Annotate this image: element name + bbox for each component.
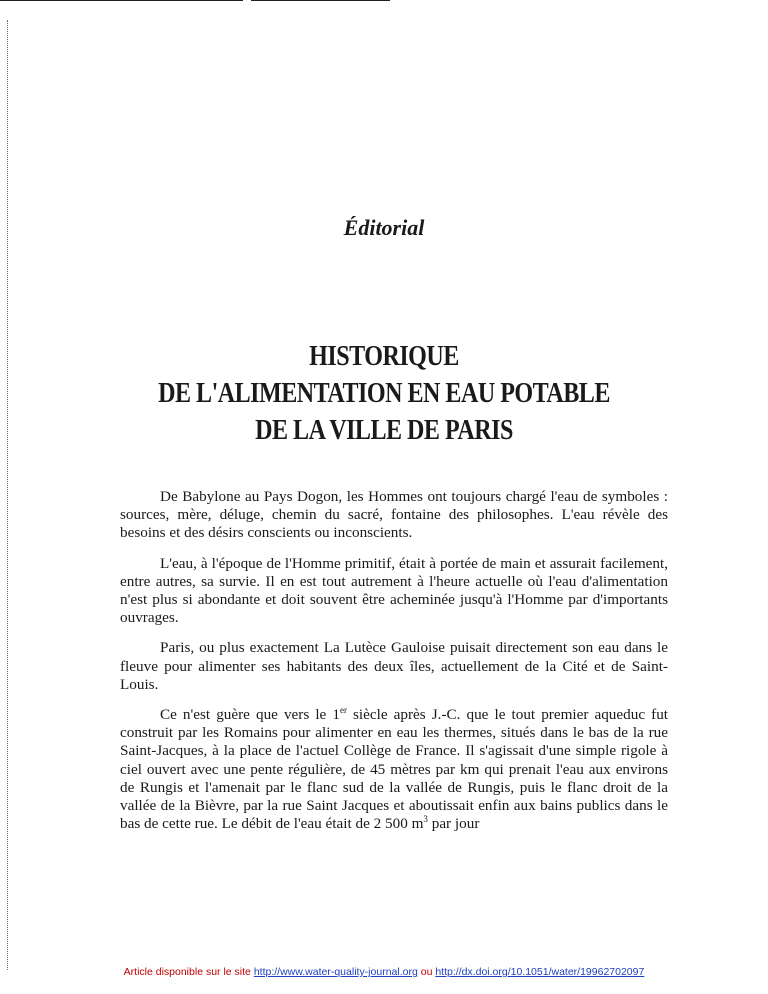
paragraph-2: L'eau, à l'époque de l'Homme primitif, était à portée de main et assurait facilement, entre autres, sa survie. Il en est tout autrement à l'heure actuelle où l'eau d'alimentation n'est plus si abondante et doit souvent être acheminée jusqu'à l'Homme par d'importants ouvrages. (120, 554, 668, 627)
cubic-superscript: 3 (423, 814, 428, 825)
title-line-2: DE L'ALIMENTATION EN EAU POTABLE (158, 378, 610, 409)
paragraph-1: De Babylone au Pays Dogon, les Hommes ont toujours chargé l'eau de symboles : sources, mère, déluge, chemin du sacré, fontaine des philosophes. L'eau révèle des besoins et des désirs conscients ou inconscients. (120, 488, 668, 542)
title-line-3: DE LA VILLE DE PARIS (255, 415, 513, 446)
footer-citation (0, 966, 768, 978)
footer-prefix: Article disponible sur le site (123, 966, 254, 978)
article-title (54, 338, 714, 449)
paragraph-4 (120, 706, 668, 833)
title-line-1: HISTORIQUE (309, 341, 459, 372)
doi-link[interactable]: http://dx.doi.org/10.1051/water/19962702097 (435, 966, 645, 978)
article-body (120, 488, 668, 845)
paragraph-4-middle: siècle après J.-C. que le tout premier aqueduc fut construit par les Romains pour alimenter en eau les thermes, situés dans le bas de la rue Saint-Jacques, à la place de l'actuel Collège de France. Il s'agissait d'une simple rigole à ciel ouvert avec une pente régulière, de 45 mètres par km qui prenait l'eau aux environs de Rungis et l'amenait par le flanc sud de la vallée de Rungis, puis le flanc droit de la vallée de la Bièvre, par la rue Saint Jacques et aboutissait enfin aux bains publics dans le bas de cette rue. Le débit de l'eau était de 2 500 m (120, 706, 669, 833)
paragraph-4-start: Ce n'est guère que vers le 1 (160, 706, 340, 724)
scan-top-border (0, 0, 390, 3)
section-label: Éditorial (343, 215, 425, 240)
footer-middle: ou (417, 966, 436, 978)
ordinal-superscript: er (339, 704, 347, 715)
journal-link[interactable]: http://www.water-quality-journal.org (253, 966, 418, 978)
paragraph-4-end: par jour (427, 815, 480, 833)
scan-left-edge (7, 20, 8, 970)
paragraph-3: Paris, ou plus exactement La Lutèce Gauloise puisait directement son eau dans le fleuve pour alimenter ses habitants des deux îles, actuellement de la Cité et de Saint-Louis. (120, 639, 668, 693)
